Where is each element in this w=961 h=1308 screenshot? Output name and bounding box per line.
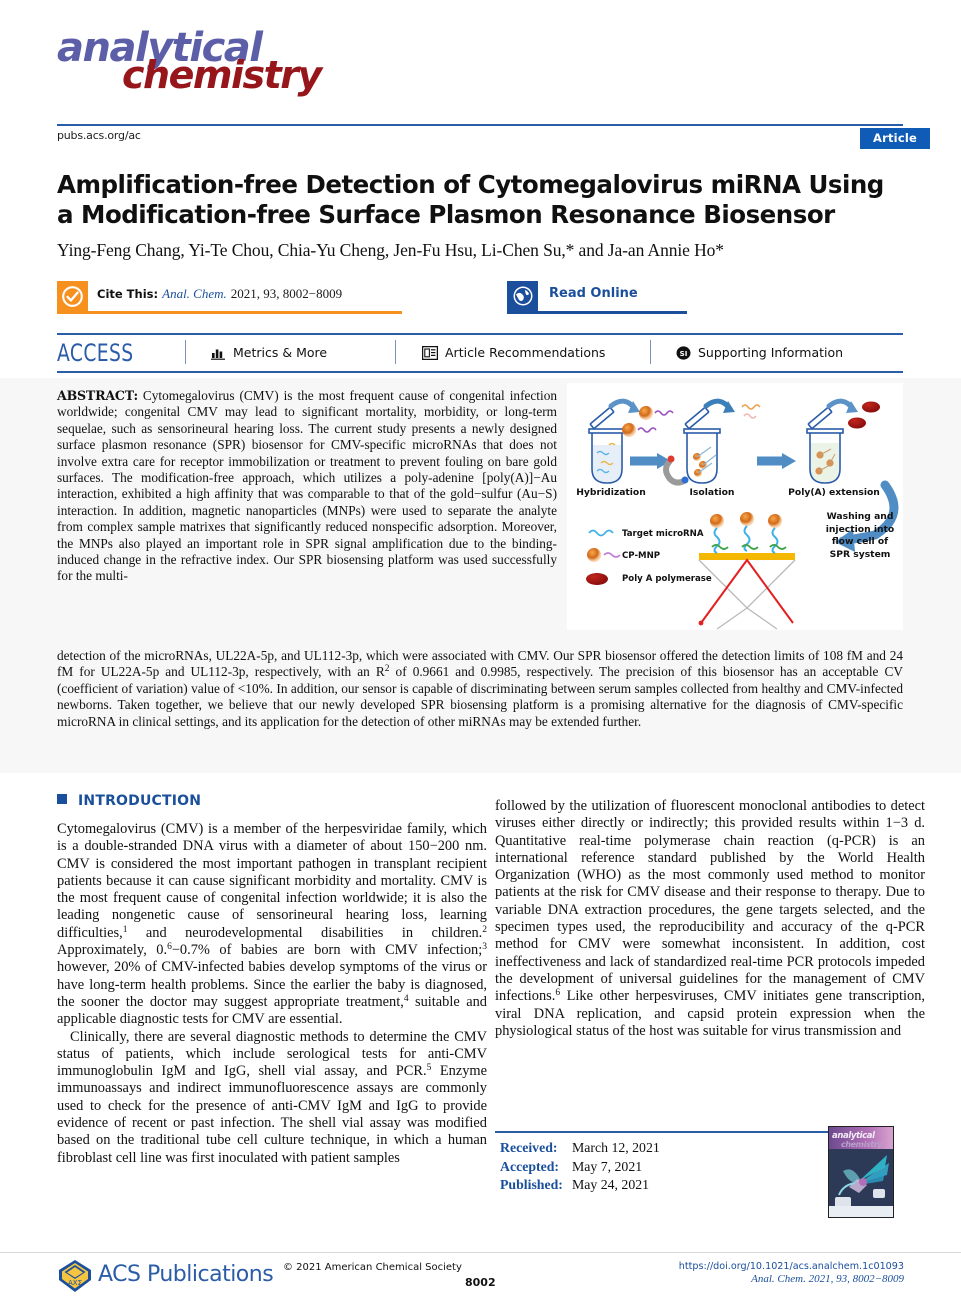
cite-this-box[interactable] — [57, 281, 402, 311]
access-rule-top — [57, 333, 903, 335]
pubs-url-link[interactable]: pubs.acs.org/ac — [57, 129, 141, 142]
abstract-text — [57, 388, 557, 585]
access-separator-2 — [650, 340, 651, 364]
toc-step-label: Hybridization — [576, 487, 646, 498]
acs-publications-label: ACS Publications — [98, 1262, 274, 1287]
author-list: Ying-Feng Chang, Yi-Te Chou, Chia-Yu Cheng, Jen-Fu Hsu, Li-Chen Su,* and Ja-an Annie Ho* — [57, 240, 724, 260]
access-label: ACCESS — [57, 339, 134, 367]
page-number: 8002 — [465, 1276, 496, 1289]
footer-divider — [0, 1252, 961, 1253]
cite-underline — [57, 311, 402, 314]
toc-note: Washing and injection into flow cell of SPR system — [825, 511, 895, 560]
access-item-label: Metrics & More — [233, 345, 328, 360]
abstract-heading: ABSTRACT: — [57, 388, 138, 403]
access-item-label: Article Recommendations — [445, 345, 606, 360]
copyright-notice: © 2021 American Chemical Society — [283, 1262, 462, 1273]
si-badge-icon — [676, 346, 691, 363]
section-heading-introduction — [57, 793, 201, 809]
svg-text:ΑΧΣ: ΑΧΣ — [67, 1279, 83, 1287]
access-item-supporting-info[interactable] — [676, 345, 843, 363]
cover-subtitle: chemistry — [841, 1140, 883, 1149]
journal-logo — [57, 25, 357, 98]
doi-link[interactable]: https://doi.org/10.1021/acs.analchem.1c01093 — [678, 1261, 904, 1272]
date-row-accepted — [500, 1158, 660, 1177]
published-label: Published: — [500, 1177, 563, 1193]
toc-step-label: Isolation — [689, 487, 735, 498]
published-value: May 24, 2021 — [572, 1177, 650, 1193]
body-column-right — [495, 798, 925, 1040]
bar-chart-icon — [211, 346, 226, 363]
date-row-published — [500, 1176, 660, 1195]
read-online-label: Read Online — [549, 286, 638, 301]
dates-divider — [495, 1131, 865, 1133]
header-divider — [57, 124, 903, 126]
publication-dates — [500, 1139, 660, 1195]
acs-logo-icon — [57, 1258, 93, 1299]
doi-block — [679, 1260, 904, 1286]
section-bullet-icon — [57, 794, 67, 804]
access-separator-0 — [185, 340, 186, 364]
journal-logo-chemistry: chemistry — [122, 53, 321, 97]
cover-title: analytical — [832, 1131, 875, 1141]
toc-legend-label: CP-MNP — [622, 551, 661, 561]
toc-step-label: Poly(A) extension — [788, 487, 880, 498]
accepted-label: Accepted: — [500, 1158, 559, 1174]
globe-icon — [507, 281, 538, 311]
paragraph: Clinically, there are several diagnostic methods to determine the CMV status of patients, which include serological tests for anti-CMV immunoglobulin IgM and IgG, shell vial assay, and PCR.$^5$ Enzyme immunoassays and indirect immunofluorescence assays are commonly used to check for the presence of anti-CMV IgM and IgG to provide evidence of recent or past infection. The shell vial assay was modified based on the traditional tube cell culture technique, in which a human fibroblast cell line was first inoculated with patient samples — [57, 1028, 488, 1166]
footer-citation: Anal. Chem. 2021, 93, 8002−8009 — [751, 1273, 904, 1285]
received-label: Received: — [500, 1140, 558, 1155]
read-underline — [507, 311, 687, 314]
access-separator-1 — [395, 340, 396, 364]
cite-journal: Anal. Chem. — [162, 286, 227, 301]
journal-logo-analytical: analytical — [57, 25, 262, 71]
toc-legend-label: Target microRNA — [622, 529, 704, 539]
citation-bar — [57, 281, 903, 315]
svg-text:SI: SI — [679, 349, 688, 358]
toc-graphic-svg — [567, 383, 903, 630]
article-type-badge: Article — [860, 128, 930, 149]
toc-legend-label: Poly A polymerase — [622, 574, 712, 584]
cover-footer-strip — [829, 1206, 893, 1217]
cite-this-text — [97, 286, 342, 302]
toc-graphic — [567, 383, 903, 630]
received-value: March 12, 2021 — [572, 1140, 660, 1155]
accepted-value: May 7, 2021 — [572, 1158, 643, 1174]
date-row-received — [500, 1139, 660, 1158]
paragraph: Cytomegalovirus (CMV) is a member of the herpesviridae family, which is a double-stranded DNA virus with a diameter of about 150−200 nm. CMV is considered the most important pathogen in transplant recipient patients because it can cause significant morbidity and mortality. CMV is the most frequent cause of congenital infection worldwide; it is also the leading nongenetic cause of sensorineural hearing loss, learning difficulties,$^1$ and neurodevelopmental disabilities in children.$^2$ Approximately, 0.$^6$−0.7% of babies are born with CMV infection;$^3$ however, 20% of CMV-infected babies develop symptoms of the virus or have long-term health problems. Since the earlier the baby is diagnosed, the sooner the doctor may suggest appropriate treatment,$^4$ suitable and applicable diagnostic tests for CMV are essential. — [57, 821, 487, 1028]
paragraph: followed by the utilization of fluorescent monoclonal antibodies to detect viruses either directly or indirectly; this provided results within 1−3 d. Quantitative real-time polymerase chain reaction (q-PCR) is an international reference standard published by the World Health Organization (WHO) as the most commonly used method to monitor patients at the risk for CMV disease and their response to therapy. Due to variable DNA extraction procedures, the gene targets selected, and the specimen types used, the reproducibility and accuracy of the q-PCR method for CMV were somewhat inconsistent. In addition, cost ineffectiveness and lack of standardized real-time PCR protocols impeded the development of universal guidelines for the management of CMV infections.$^6$ Like other herpesviruses, CMV initiates gene transcription, viral DNA replication, and capsid protein expression when the physiological status of the host was suitable for virus transmission and — [495, 798, 925, 1039]
body-column-left — [57, 821, 487, 1167]
access-item-metrics[interactable] — [211, 345, 327, 363]
check-circle-icon — [57, 281, 88, 311]
cite-label: Cite This: — [97, 287, 159, 301]
access-item-recommendations[interactable] — [422, 345, 605, 363]
access-item-label: Supporting Information — [698, 345, 844, 360]
page-title: Amplification-free Detection of Cytomegalovirus miRNA Using a Modification-free Surface Plasmon Resonance Biosensor — [57, 170, 884, 229]
abstract-body: Cytomegalovirus (CMV) is the most frequent cause of congenital infection worldwide; congenital CMV may lead to significant mortality, morbidity, or long-term sequelae, such as sensorineural hearing loss. The current study presents a newly designed surface plasmon resonance (SPR) biosensor for CMV-specific microRNAs that does not involve extra care for receptor immobilization or treatment to prevent fouling on bare gold surfaces. The modification-free approach, which utilizes a poly-adenine [poly(A)]−Au interaction, exhibited a high affinity that was comparable to that of the gold−sulfur (Au−S) interaction. In addition, magnetic nanoparticles (MNPs) were used to separate the analyte from complex sample matrixes that significantly reduced nonspecific adsorption. Moreover, the MNPs also played an important role in SPR signal amplification due to the binding-induced change in the refractive index. Our SPR biosensing platform was used successfully for the multi- — [57, 388, 557, 584]
abstract-continuation: detection of the microRNAs, UL22A-5p, and UL112-3p, which were associated with CMV. Our SPR biosensor offered the detection limits of 108 fM and 24 fM for UL22A-5p and UL112-3p, respectively, with an $R^2$ of 0.9661 and 0.9985, respectively. The precision of this biosensor has an acceptable CV (coefficient of variation) value of <10%. In addition, our sensor is capable of discriminating between serum samples collected from healthy and CMV-infected newborns. Taken together, we believe that our newly developed SPR biosensing platform is a promising alternative for the diagnosis of CMV-specific microRNA in clinical settings, and its application for the detection of other miRNAs may be extended further. — [57, 648, 903, 729]
article-list-icon — [422, 346, 438, 363]
read-online-button[interactable] — [507, 281, 687, 311]
cite-reference: 2021, 93, 8002−8009 — [230, 286, 343, 301]
section-heading-label: INTRODUCTION — [78, 793, 202, 809]
journal-cover-thumbnail — [828, 1126, 894, 1218]
access-rule-bottom — [57, 371, 903, 373]
